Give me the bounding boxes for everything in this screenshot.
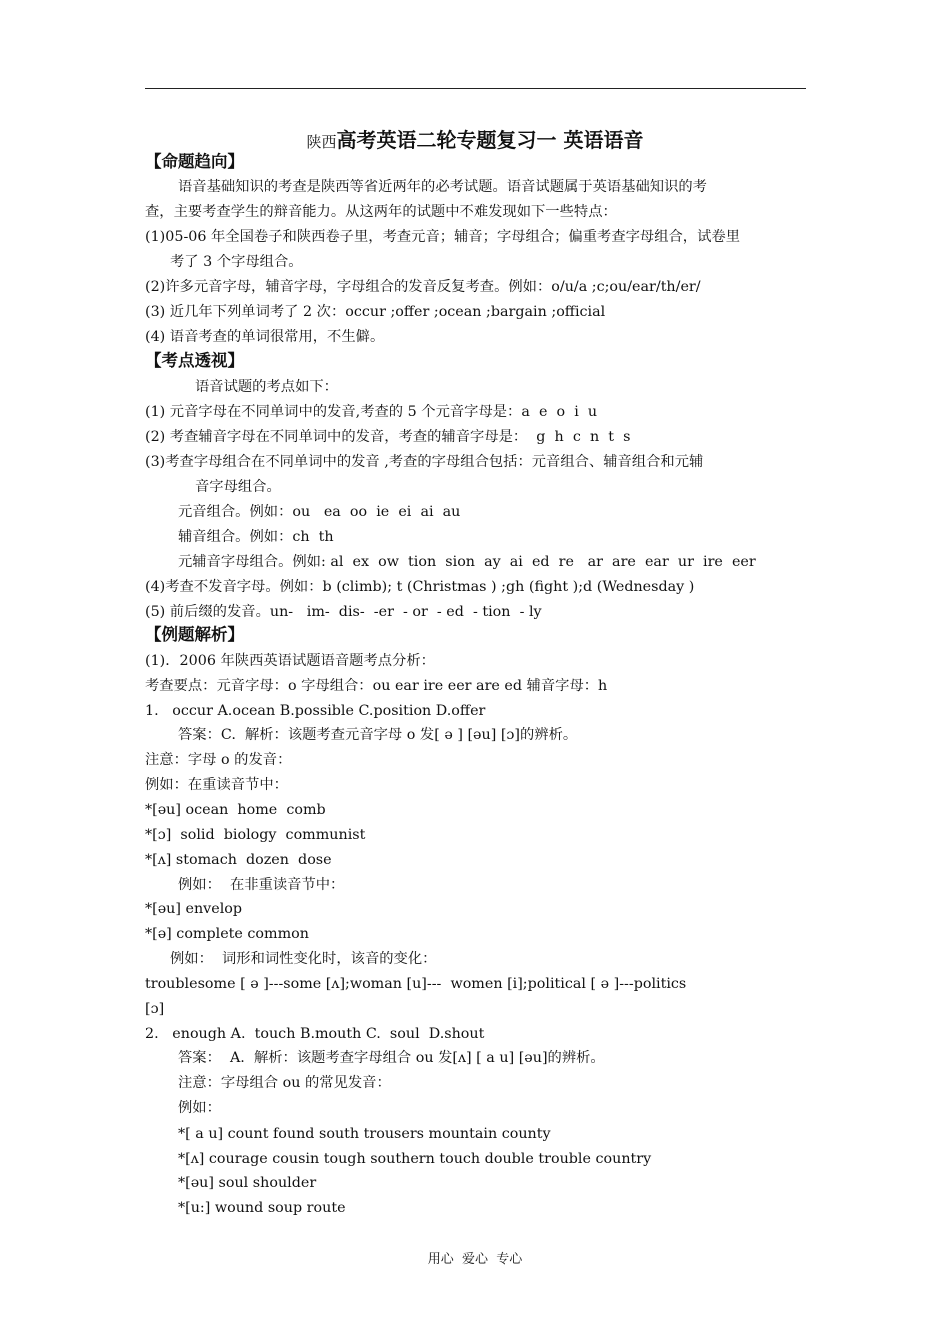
paragraph-line: 语音试题的考点如下： [195, 379, 338, 395]
paragraph-line: (1) 元音字母在不同单词中的发音,考查的 5 个元音字母是：a e o i u [145, 404, 598, 420]
phonetic-line: troublesome [ ə ]---some [ʌ];woman [u]--- women [i];political [ ə ]---politics [145, 976, 687, 992]
title-region: 陕西 [306, 133, 337, 151]
section-heading-trend: 【命题趋向】 [145, 152, 244, 171]
paragraph-line: (1)．2006 年陕西英语试题语音题考点分析： [145, 653, 435, 669]
question-1: 1. occur A.ocean B.possible C.position D.offer [145, 703, 486, 719]
section-heading-examples: 【例题解析】 [145, 625, 244, 644]
paragraph-line: 例如： [178, 1100, 221, 1116]
paragraph-line: (3)考查字母组合在不同单词中的发音 ,考查的字母组合包括：元音组合、辅音组合和元辅 [145, 454, 704, 470]
answer-1: 答案：C. 解析：该题考查元音字母 o 发[ ə ] [əu] [ɔ]的辨析。 [178, 727, 578, 743]
paragraph-line: (5) 前后缀的发音。un- im- dis- -er - or - ed - tion - ly [145, 604, 542, 620]
paragraph-line: 注意：字母组合 ou 的常见发音： [178, 1075, 391, 1091]
paragraph-line: (2) 考查辅音字母在不同单词中的发音，考查的辅音字母是： g h c n t s [145, 429, 631, 445]
phonetic-line: *[əu] soul shoulder [178, 1175, 317, 1191]
paragraph-line: 元辅音字母组合。例如: al ex ow tion sion ay ai ed re ar are ear ur ire eer [178, 554, 756, 570]
phonetic-line: *[ʌ] stomach dozen dose [145, 852, 332, 868]
paragraph-line: (3) 近几年下列单词考了 2 次：occur ;offer ;ocean ;bargain ;official [145, 304, 606, 320]
paragraph-line: (4)考查不发音字母。例如：b (climb); t (Christmas ) ;gh (fight );d (Wednesday ) [145, 579, 695, 595]
title-main: 高考英语二轮专题复习一 英语语音 [336, 128, 644, 152]
paragraph-line: (2)许多元音字母，辅音字母，字母组合的发音反复考查。例如：o/u/a ;c;ou/ear/th/er/ [145, 279, 701, 295]
paragraph-line: (1)05-06 年全国卷子和陕西卷子里，考查元音；辅音；字母组合；偏重考查字母组合，试卷里 [145, 229, 740, 245]
phonetic-line: *[əu] envelop [145, 901, 243, 917]
page-title [0, 124, 950, 153]
paragraph-line: 元音组合。例如：ou ea oo ie ei ai au [178, 504, 461, 520]
section-heading-points: 【考点透视】 [145, 351, 244, 370]
phonetic-line: [ɔ] [145, 1001, 165, 1017]
page-footer: 用心 爱心 专心 [427, 1252, 523, 1267]
question-2: 2. enough A. touch B.mouth C. soul D.shout [145, 1026, 485, 1042]
paragraph-line: 例如：在重读音节中： [145, 777, 288, 793]
paragraph-line: 例如： 词形和词性变化时，该音的变化： [170, 951, 437, 967]
paragraph-line: 语音基础知识的考查是陕西等省近两年的必考试题。语音试题属于英语基础知识的考 [178, 179, 707, 195]
paragraph-line: 注意：字母 o 的发音： [145, 752, 292, 768]
phonetic-line: *[u:] wound soup route [178, 1200, 346, 1216]
paragraph-line: 音字母组合。 [195, 479, 281, 495]
phonetic-line: *[ a u] count found south trousers mountain county [178, 1126, 551, 1142]
answer-2: 答案： A. 解析：该题考查字母组合 ou 发[ʌ] [ a u] [əu]的辨析。 [178, 1050, 605, 1066]
paragraph-line: 例如： 在非重读音节中： [178, 877, 345, 893]
phonetic-line: *[ɔ] solid biology communist [145, 827, 366, 843]
paragraph-line: 考查要点：元音字母：o 字母组合：ou ear ire eer are ed 辅音字母：h [145, 678, 608, 694]
paragraph-line: 查，主要考查学生的辩音能力。从这两年的试题中不难发现如下一些特点： [145, 204, 617, 220]
phonetic-line: *[əu] ocean home comb [145, 802, 326, 818]
paragraph-line: 辅音组合。例如：ch th [178, 529, 334, 545]
header-rule [145, 88, 806, 89]
paragraph-line: 考了 3 个字母组合。 [170, 254, 303, 270]
phonetic-line: *[ʌ] courage cousin tough southern touch double trouble country [178, 1151, 652, 1167]
paragraph-line: (4) 语音考查的单词很常用，不生僻。 [145, 329, 385, 345]
phonetic-line: *[ə] complete common [145, 926, 309, 942]
